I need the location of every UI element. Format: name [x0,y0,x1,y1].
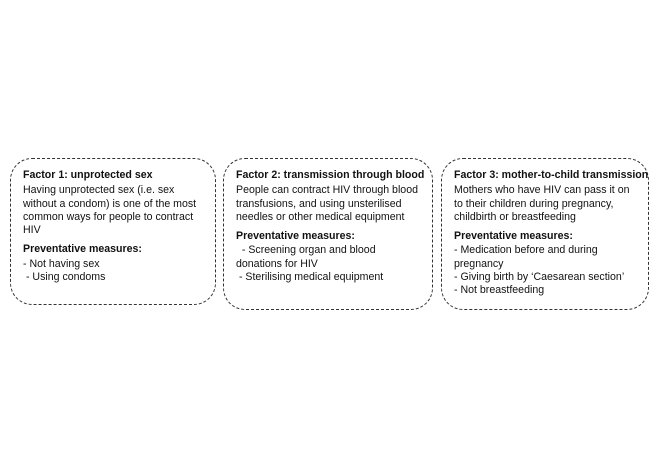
preventative-measures-list [236,244,420,284]
measure-item: - Using condoms [23,271,106,284]
factor-description: Having unprotected sex (i.e. sex without a condom) is one of the most common ways for people to contract HIV [23,184,197,237]
measure-item: - Not having sex [23,257,100,270]
measure-item: - Medication before and during pregnancy [454,244,598,270]
preventative-measures-list [23,258,203,285]
factor-title: Factor 2: transmission through blood [236,169,425,181]
factor-card-unprotected-sex [10,158,216,305]
factor-description: Mothers who have HIV can pass it on to their children during pregnancy, childbirth or breastfeeding [454,184,630,223]
preventative-measures-heading: Preventative measures: [454,230,573,243]
measure-item: - Screening organ and blood donations for HIV [236,244,379,270]
factor-description: People can contract HIV through blood transfusions, and using unsterilised needles or other medical equipment [236,184,418,223]
preventative-measures-list [454,244,636,297]
measure-item: - Not breastfeeding [454,284,545,297]
factor-title: Factor 1: unprotected sex [23,169,153,181]
factor-card-transmission-through-blood [223,158,433,310]
measure-item: - Sterilising medical equipment [236,271,384,284]
factor-title: Factor 3: mother-to-child transmission [454,169,649,181]
preventative-measures-heading: Preventative measures: [236,230,355,243]
factor-card-mother-to-child [441,158,649,310]
measure-item: - Giving birth by ‘Caesarean section’ [454,271,625,284]
preventative-measures-heading: Preventative measures: [23,243,142,256]
